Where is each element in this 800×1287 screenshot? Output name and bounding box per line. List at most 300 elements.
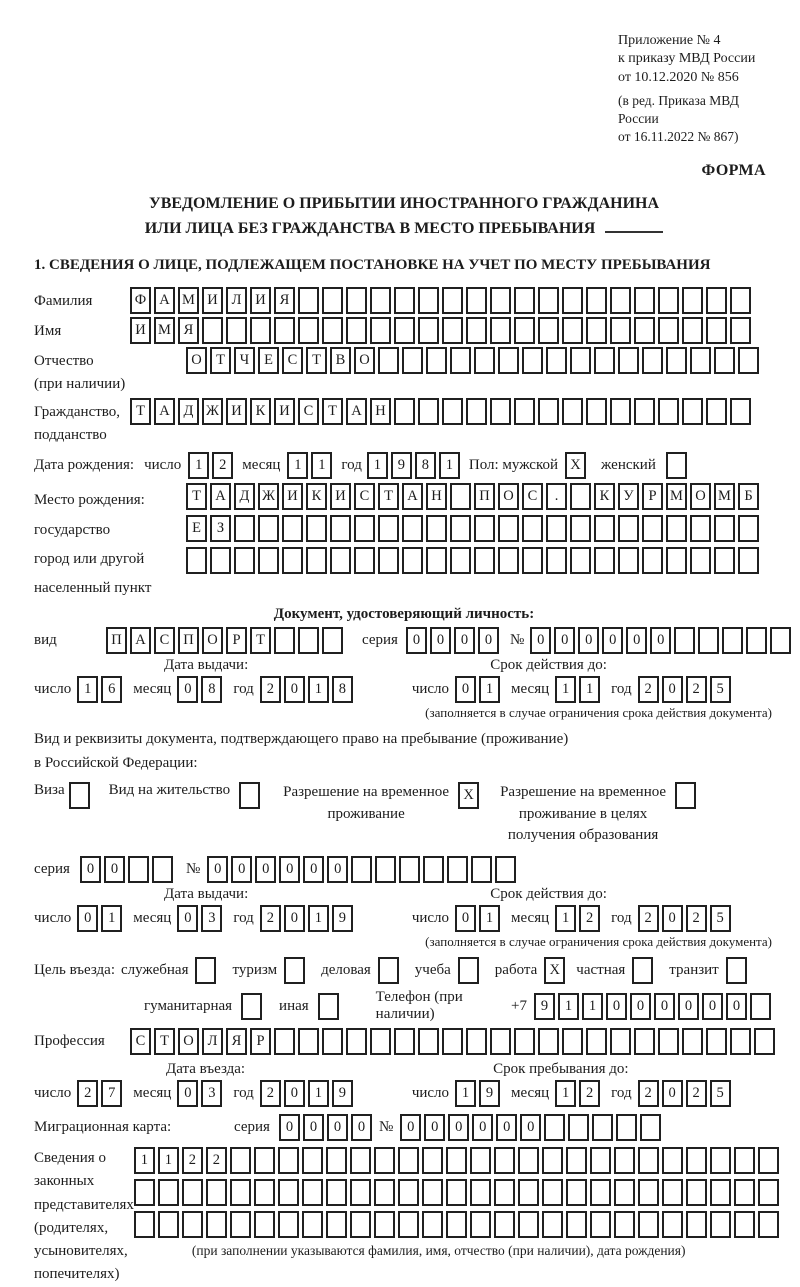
char-cell[interactable]: 0 bbox=[472, 1114, 493, 1141]
char-cell[interactable]: 2 bbox=[579, 905, 600, 932]
birth-day-boxes[interactable] bbox=[188, 452, 236, 479]
char-cell[interactable]: 9 bbox=[479, 1080, 500, 1107]
char-cell[interactable] bbox=[758, 1147, 779, 1174]
char-cell[interactable]: 0 bbox=[650, 627, 671, 654]
char-cell[interactable]: Т bbox=[186, 483, 207, 510]
char-cell[interactable] bbox=[514, 317, 535, 344]
char-cell[interactable]: А bbox=[346, 398, 367, 425]
char-cell[interactable]: 0 bbox=[678, 993, 699, 1020]
char-cell[interactable] bbox=[546, 347, 567, 374]
char-cell[interactable]: 0 bbox=[478, 627, 499, 654]
char-cell[interactable] bbox=[422, 1179, 443, 1206]
char-cell[interactable]: 0 bbox=[606, 993, 627, 1020]
char-cell[interactable]: 1 bbox=[555, 676, 576, 703]
char-cell[interactable] bbox=[706, 1028, 727, 1055]
char-cell[interactable] bbox=[370, 1028, 391, 1055]
char-cell[interactable] bbox=[570, 347, 591, 374]
char-cell[interactable] bbox=[258, 515, 279, 542]
char-cell[interactable]: С bbox=[522, 483, 543, 510]
char-cell[interactable] bbox=[230, 1211, 251, 1238]
birth-month-boxes[interactable] bbox=[287, 452, 335, 479]
char-cell[interactable] bbox=[734, 1211, 755, 1238]
char-cell[interactable] bbox=[522, 347, 543, 374]
stay-month-boxes[interactable] bbox=[555, 1080, 603, 1107]
char-cell[interactable]: Р bbox=[642, 483, 663, 510]
char-cell[interactable] bbox=[518, 1147, 539, 1174]
char-cell[interactable]: 0 bbox=[255, 856, 276, 883]
char-cell[interactable]: 1 bbox=[455, 1080, 476, 1107]
char-cell[interactable] bbox=[306, 547, 327, 574]
char-cell[interactable]: 0 bbox=[662, 1080, 683, 1107]
char-cell[interactable] bbox=[202, 317, 223, 344]
char-cell[interactable] bbox=[354, 515, 375, 542]
char-cell[interactable] bbox=[426, 515, 447, 542]
char-cell[interactable] bbox=[326, 1147, 347, 1174]
char-cell[interactable]: 0 bbox=[303, 1114, 324, 1141]
char-cell[interactable]: С bbox=[354, 483, 375, 510]
representatives-boxes-row1[interactable] bbox=[134, 1147, 782, 1174]
char-cell[interactable] bbox=[758, 1179, 779, 1206]
char-cell[interactable] bbox=[254, 1211, 275, 1238]
char-cell[interactable] bbox=[474, 515, 495, 542]
char-cell[interactable] bbox=[498, 347, 519, 374]
char-cell[interactable] bbox=[514, 1028, 535, 1055]
char-cell[interactable]: М bbox=[154, 317, 175, 344]
char-cell[interactable] bbox=[522, 515, 543, 542]
char-cell[interactable] bbox=[474, 547, 495, 574]
char-cell[interactable]: 1 bbox=[479, 676, 500, 703]
char-cell[interactable] bbox=[614, 1179, 635, 1206]
char-cell[interactable] bbox=[282, 547, 303, 574]
char-cell[interactable] bbox=[722, 627, 743, 654]
char-cell[interactable]: О bbox=[202, 627, 223, 654]
char-cell[interactable] bbox=[610, 317, 631, 344]
char-cell[interactable] bbox=[586, 317, 607, 344]
char-cell[interactable]: 0 bbox=[406, 627, 427, 654]
char-cell[interactable] bbox=[514, 287, 535, 314]
char-cell[interactable]: 0 bbox=[279, 1114, 300, 1141]
char-cell[interactable]: 2 bbox=[206, 1147, 227, 1174]
residence-series-boxes[interactable] bbox=[80, 856, 176, 883]
char-cell[interactable] bbox=[514, 398, 535, 425]
char-cell[interactable] bbox=[618, 515, 639, 542]
char-cell[interactable]: 8 bbox=[201, 676, 222, 703]
char-cell[interactable] bbox=[734, 1147, 755, 1174]
char-cell[interactable]: 0 bbox=[602, 627, 623, 654]
char-cell[interactable] bbox=[230, 1147, 251, 1174]
char-cell[interactable]: 0 bbox=[454, 627, 475, 654]
char-cell[interactable]: 0 bbox=[662, 676, 683, 703]
char-cell[interactable] bbox=[206, 1211, 227, 1238]
char-cell[interactable] bbox=[498, 515, 519, 542]
char-cell[interactable] bbox=[442, 398, 463, 425]
residence-issue-year-boxes[interactable] bbox=[260, 905, 356, 932]
entry-year-boxes[interactable] bbox=[260, 1080, 356, 1107]
char-cell[interactable]: И bbox=[282, 483, 303, 510]
char-cell[interactable] bbox=[298, 287, 319, 314]
purpose-work-checkbox[interactable] bbox=[544, 957, 568, 984]
char-cell[interactable]: 1 bbox=[188, 452, 209, 479]
char-cell[interactable] bbox=[282, 515, 303, 542]
char-cell[interactable]: 0 bbox=[430, 627, 451, 654]
identity-series-boxes[interactable] bbox=[406, 627, 502, 654]
char-cell[interactable]: О bbox=[178, 1028, 199, 1055]
char-cell[interactable]: Н bbox=[370, 398, 391, 425]
char-cell[interactable] bbox=[546, 547, 567, 574]
char-cell[interactable] bbox=[374, 1179, 395, 1206]
char-cell[interactable] bbox=[746, 627, 767, 654]
char-cell[interactable] bbox=[494, 1211, 515, 1238]
char-cell[interactable] bbox=[186, 547, 207, 574]
sex-female-checkbox[interactable] bbox=[666, 452, 690, 479]
char-cell[interactable] bbox=[714, 547, 735, 574]
char-cell[interactable] bbox=[230, 1179, 251, 1206]
char-cell[interactable] bbox=[730, 398, 751, 425]
char-cell[interactable] bbox=[682, 398, 703, 425]
char-cell[interactable] bbox=[710, 1211, 731, 1238]
char-cell[interactable] bbox=[618, 347, 639, 374]
char-cell[interactable]: 0 bbox=[279, 856, 300, 883]
char-cell[interactable]: 1 bbox=[439, 452, 460, 479]
char-cell[interactable] bbox=[662, 1211, 683, 1238]
char-cell[interactable] bbox=[634, 398, 655, 425]
char-cell[interactable] bbox=[374, 1147, 395, 1174]
char-cell[interactable] bbox=[351, 856, 372, 883]
char-cell[interactable] bbox=[350, 1179, 371, 1206]
char-cell[interactable] bbox=[466, 1028, 487, 1055]
entry-month-boxes[interactable] bbox=[177, 1080, 225, 1107]
char-cell[interactable] bbox=[570, 515, 591, 542]
char-cell[interactable] bbox=[682, 287, 703, 314]
char-cell[interactable] bbox=[394, 287, 415, 314]
char-cell[interactable] bbox=[686, 1179, 707, 1206]
citizenship-boxes[interactable] bbox=[130, 398, 754, 425]
char-cell[interactable] bbox=[590, 1147, 611, 1174]
char-cell[interactable] bbox=[666, 547, 687, 574]
purpose-transit-checkbox[interactable] bbox=[726, 957, 750, 984]
char-cell[interactable]: Т bbox=[322, 398, 343, 425]
char-cell[interactable]: О bbox=[690, 483, 711, 510]
char-cell[interactable] bbox=[258, 547, 279, 574]
char-cell[interactable] bbox=[562, 1028, 583, 1055]
identity-number-boxes[interactable] bbox=[530, 627, 794, 654]
char-cell[interactable] bbox=[398, 1147, 419, 1174]
char-cell[interactable] bbox=[394, 398, 415, 425]
char-cell[interactable] bbox=[758, 1211, 779, 1238]
char-cell[interactable] bbox=[210, 547, 231, 574]
char-cell[interactable]: Т bbox=[154, 1028, 175, 1055]
char-cell[interactable]: Н bbox=[426, 483, 447, 510]
char-cell[interactable]: 5 bbox=[710, 676, 731, 703]
char-cell[interactable]: О bbox=[498, 483, 519, 510]
char-cell[interactable]: 0 bbox=[630, 993, 651, 1020]
char-cell[interactable]: 1 bbox=[555, 1080, 576, 1107]
purpose-humanitarian-checkbox[interactable] bbox=[241, 993, 265, 1020]
char-cell[interactable] bbox=[298, 1028, 319, 1055]
migration-series-boxes[interactable] bbox=[279, 1114, 375, 1141]
char-cell[interactable]: 0 bbox=[654, 993, 675, 1020]
char-cell[interactable] bbox=[682, 1028, 703, 1055]
char-cell[interactable] bbox=[562, 317, 583, 344]
char-cell[interactable]: И bbox=[202, 287, 223, 314]
char-cell[interactable]: П bbox=[106, 627, 127, 654]
char-cell[interactable]: А bbox=[154, 398, 175, 425]
char-cell[interactable] bbox=[128, 856, 149, 883]
char-cell[interactable]: М bbox=[178, 287, 199, 314]
char-cell[interactable]: Т bbox=[210, 347, 231, 374]
char-cell[interactable] bbox=[302, 1179, 323, 1206]
char-cell[interactable] bbox=[490, 317, 511, 344]
char-cell[interactable]: Я bbox=[274, 287, 295, 314]
char-cell[interactable] bbox=[422, 1147, 443, 1174]
char-cell[interactable]: 9 bbox=[391, 452, 412, 479]
char-cell[interactable]: 0 bbox=[284, 905, 305, 932]
char-cell[interactable] bbox=[426, 547, 447, 574]
identity-issue-month-boxes[interactable] bbox=[177, 676, 225, 703]
char-cell[interactable]: Т bbox=[130, 398, 151, 425]
char-cell[interactable]: 2 bbox=[686, 905, 707, 932]
char-cell[interactable] bbox=[354, 547, 375, 574]
char-cell[interactable]: Л bbox=[226, 287, 247, 314]
char-cell[interactable] bbox=[274, 317, 295, 344]
residence-expiry-day-boxes[interactable] bbox=[455, 905, 503, 932]
char-cell[interactable]: 9 bbox=[534, 993, 555, 1020]
checkbox-cell[interactable] bbox=[458, 957, 479, 984]
char-cell[interactable]: 5 bbox=[710, 1080, 731, 1107]
char-cell[interactable]: 0 bbox=[77, 905, 98, 932]
char-cell[interactable]: 2 bbox=[579, 1080, 600, 1107]
char-cell[interactable] bbox=[350, 1147, 371, 1174]
char-cell[interactable]: К bbox=[250, 398, 271, 425]
identity-expiry-year-boxes[interactable] bbox=[638, 676, 734, 703]
char-cell[interactable] bbox=[538, 398, 559, 425]
checkbox-cell[interactable] bbox=[378, 957, 399, 984]
char-cell[interactable]: 7 bbox=[101, 1080, 122, 1107]
char-cell[interactable]: 0 bbox=[177, 676, 198, 703]
char-cell[interactable] bbox=[378, 515, 399, 542]
char-cell[interactable] bbox=[518, 1179, 539, 1206]
char-cell[interactable] bbox=[594, 347, 615, 374]
char-cell[interactable] bbox=[730, 1028, 751, 1055]
char-cell[interactable]: 0 bbox=[327, 1114, 348, 1141]
char-cell[interactable] bbox=[446, 1179, 467, 1206]
char-cell[interactable] bbox=[466, 398, 487, 425]
char-cell[interactable] bbox=[730, 287, 751, 314]
char-cell[interactable]: 0 bbox=[400, 1114, 421, 1141]
char-cell[interactable] bbox=[710, 1147, 731, 1174]
char-cell[interactable] bbox=[418, 398, 439, 425]
char-cell[interactable]: Я bbox=[178, 317, 199, 344]
char-cell[interactable]: 0 bbox=[520, 1114, 541, 1141]
char-cell[interactable]: 0 bbox=[455, 905, 476, 932]
char-cell[interactable] bbox=[594, 547, 615, 574]
residence-issue-month-boxes[interactable] bbox=[177, 905, 225, 932]
char-cell[interactable]: И bbox=[274, 398, 295, 425]
char-cell[interactable] bbox=[490, 1028, 511, 1055]
char-cell[interactable] bbox=[446, 1147, 467, 1174]
char-cell[interactable]: И bbox=[226, 398, 247, 425]
char-cell[interactable] bbox=[562, 287, 583, 314]
char-cell[interactable]: 0 bbox=[104, 856, 125, 883]
char-cell[interactable] bbox=[706, 317, 727, 344]
char-cell[interactable] bbox=[322, 287, 343, 314]
char-cell[interactable] bbox=[570, 483, 591, 510]
char-cell[interactable] bbox=[278, 1179, 299, 1206]
purpose-study-checkbox[interactable] bbox=[458, 957, 482, 984]
char-cell[interactable] bbox=[495, 856, 516, 883]
char-cell[interactable] bbox=[466, 317, 487, 344]
char-cell[interactable] bbox=[346, 1028, 367, 1055]
char-cell[interactable]: 1 bbox=[479, 905, 500, 932]
char-cell[interactable] bbox=[254, 1147, 275, 1174]
char-cell[interactable]: О bbox=[354, 347, 375, 374]
char-cell[interactable] bbox=[278, 1211, 299, 1238]
char-cell[interactable] bbox=[662, 1179, 683, 1206]
char-cell[interactable] bbox=[442, 317, 463, 344]
char-cell[interactable] bbox=[450, 547, 471, 574]
char-cell[interactable] bbox=[442, 1028, 463, 1055]
char-cell[interactable] bbox=[134, 1179, 155, 1206]
char-cell[interactable] bbox=[590, 1179, 611, 1206]
visa-checkbox[interactable] bbox=[69, 782, 93, 809]
char-cell[interactable]: 0 bbox=[177, 905, 198, 932]
char-cell[interactable] bbox=[642, 547, 663, 574]
char-cell[interactable] bbox=[674, 627, 695, 654]
char-cell[interactable]: 0 bbox=[662, 905, 683, 932]
char-cell[interactable] bbox=[374, 1211, 395, 1238]
char-cell[interactable]: К bbox=[594, 483, 615, 510]
char-cell[interactable]: А bbox=[154, 287, 175, 314]
temp-residence-education-checkbox[interactable] bbox=[675, 782, 699, 809]
char-cell[interactable] bbox=[634, 287, 655, 314]
char-cell[interactable] bbox=[326, 1179, 347, 1206]
char-cell[interactable] bbox=[134, 1211, 155, 1238]
char-cell[interactable] bbox=[586, 398, 607, 425]
char-cell[interactable]: Е bbox=[186, 515, 207, 542]
checkbox-cell[interactable]: X bbox=[544, 957, 565, 984]
char-cell[interactable] bbox=[298, 317, 319, 344]
char-cell[interactable]: 0 bbox=[284, 1080, 305, 1107]
char-cell[interactable] bbox=[450, 347, 471, 374]
checkbox-cell[interactable]: X bbox=[565, 452, 586, 479]
char-cell[interactable] bbox=[638, 1179, 659, 1206]
char-cell[interactable] bbox=[402, 547, 423, 574]
char-cell[interactable] bbox=[566, 1179, 587, 1206]
char-cell[interactable]: К bbox=[306, 483, 327, 510]
char-cell[interactable] bbox=[394, 317, 415, 344]
char-cell[interactable]: Л bbox=[202, 1028, 223, 1055]
char-cell[interactable] bbox=[378, 547, 399, 574]
stay-day-boxes[interactable] bbox=[455, 1080, 503, 1107]
char-cell[interactable] bbox=[375, 856, 396, 883]
purpose-tourism-checkbox[interactable] bbox=[284, 957, 308, 984]
char-cell[interactable]: Т bbox=[378, 483, 399, 510]
char-cell[interactable] bbox=[610, 287, 631, 314]
char-cell[interactable] bbox=[770, 627, 791, 654]
char-cell[interactable] bbox=[152, 856, 173, 883]
char-cell[interactable] bbox=[234, 547, 255, 574]
char-cell[interactable]: 2 bbox=[77, 1080, 98, 1107]
char-cell[interactable]: 1 bbox=[579, 676, 600, 703]
char-cell[interactable]: 0 bbox=[530, 627, 551, 654]
char-cell[interactable]: 0 bbox=[578, 627, 599, 654]
char-cell[interactable] bbox=[738, 347, 759, 374]
char-cell[interactable]: Ф bbox=[130, 287, 151, 314]
char-cell[interactable]: 0 bbox=[177, 1080, 198, 1107]
char-cell[interactable]: 8 bbox=[415, 452, 436, 479]
char-cell[interactable]: М bbox=[714, 483, 735, 510]
char-cell[interactable] bbox=[322, 1028, 343, 1055]
char-cell[interactable]: 2 bbox=[638, 676, 659, 703]
representatives-boxes-row2[interactable] bbox=[134, 1179, 782, 1206]
char-cell[interactable] bbox=[402, 347, 423, 374]
char-cell[interactable]: 1 bbox=[308, 676, 329, 703]
char-cell[interactable] bbox=[426, 347, 447, 374]
char-cell[interactable] bbox=[322, 627, 343, 654]
representatives-boxes-row3[interactable] bbox=[134, 1211, 782, 1238]
char-cell[interactable] bbox=[490, 398, 511, 425]
char-cell[interactable] bbox=[302, 1147, 323, 1174]
birth-place-boxes-row2[interactable] bbox=[186, 515, 762, 542]
char-cell[interactable] bbox=[398, 1179, 419, 1206]
char-cell[interactable] bbox=[666, 515, 687, 542]
char-cell[interactable] bbox=[706, 287, 727, 314]
char-cell[interactable] bbox=[614, 1147, 635, 1174]
char-cell[interactable] bbox=[618, 547, 639, 574]
checkbox-cell[interactable] bbox=[726, 957, 747, 984]
char-cell[interactable]: С bbox=[282, 347, 303, 374]
char-cell[interactable]: 0 bbox=[496, 1114, 517, 1141]
checkbox-cell[interactable] bbox=[195, 957, 216, 984]
char-cell[interactable] bbox=[640, 1114, 661, 1141]
char-cell[interactable] bbox=[370, 317, 391, 344]
char-cell[interactable] bbox=[306, 515, 327, 542]
char-cell[interactable]: С bbox=[298, 398, 319, 425]
char-cell[interactable]: Р bbox=[250, 1028, 271, 1055]
char-cell[interactable] bbox=[274, 627, 295, 654]
char-cell[interactable]: И bbox=[330, 483, 351, 510]
char-cell[interactable] bbox=[522, 547, 543, 574]
sex-male-checkbox[interactable] bbox=[565, 452, 589, 479]
char-cell[interactable]: 0 bbox=[284, 676, 305, 703]
surname-boxes[interactable] bbox=[130, 287, 754, 314]
char-cell[interactable]: 1 bbox=[134, 1147, 155, 1174]
char-cell[interactable]: Р bbox=[226, 627, 247, 654]
char-cell[interactable] bbox=[542, 1147, 563, 1174]
char-cell[interactable] bbox=[734, 1179, 755, 1206]
char-cell[interactable] bbox=[544, 1114, 565, 1141]
char-cell[interactable] bbox=[566, 1147, 587, 1174]
char-cell[interactable]: И bbox=[130, 317, 151, 344]
char-cell[interactable]: Д bbox=[234, 483, 255, 510]
char-cell[interactable] bbox=[158, 1211, 179, 1238]
char-cell[interactable] bbox=[450, 483, 471, 510]
char-cell[interactable] bbox=[418, 1028, 439, 1055]
char-cell[interactable]: 0 bbox=[231, 856, 252, 883]
char-cell[interactable]: 9 bbox=[332, 905, 353, 932]
char-cell[interactable] bbox=[350, 1211, 371, 1238]
char-cell[interactable] bbox=[586, 287, 607, 314]
char-cell[interactable]: О bbox=[186, 347, 207, 374]
char-cell[interactable] bbox=[490, 287, 511, 314]
char-cell[interactable]: 0 bbox=[303, 856, 324, 883]
char-cell[interactable] bbox=[642, 347, 663, 374]
char-cell[interactable] bbox=[330, 547, 351, 574]
char-cell[interactable] bbox=[346, 287, 367, 314]
char-cell[interactable]: 3 bbox=[201, 1080, 222, 1107]
char-cell[interactable] bbox=[402, 515, 423, 542]
char-cell[interactable] bbox=[234, 515, 255, 542]
